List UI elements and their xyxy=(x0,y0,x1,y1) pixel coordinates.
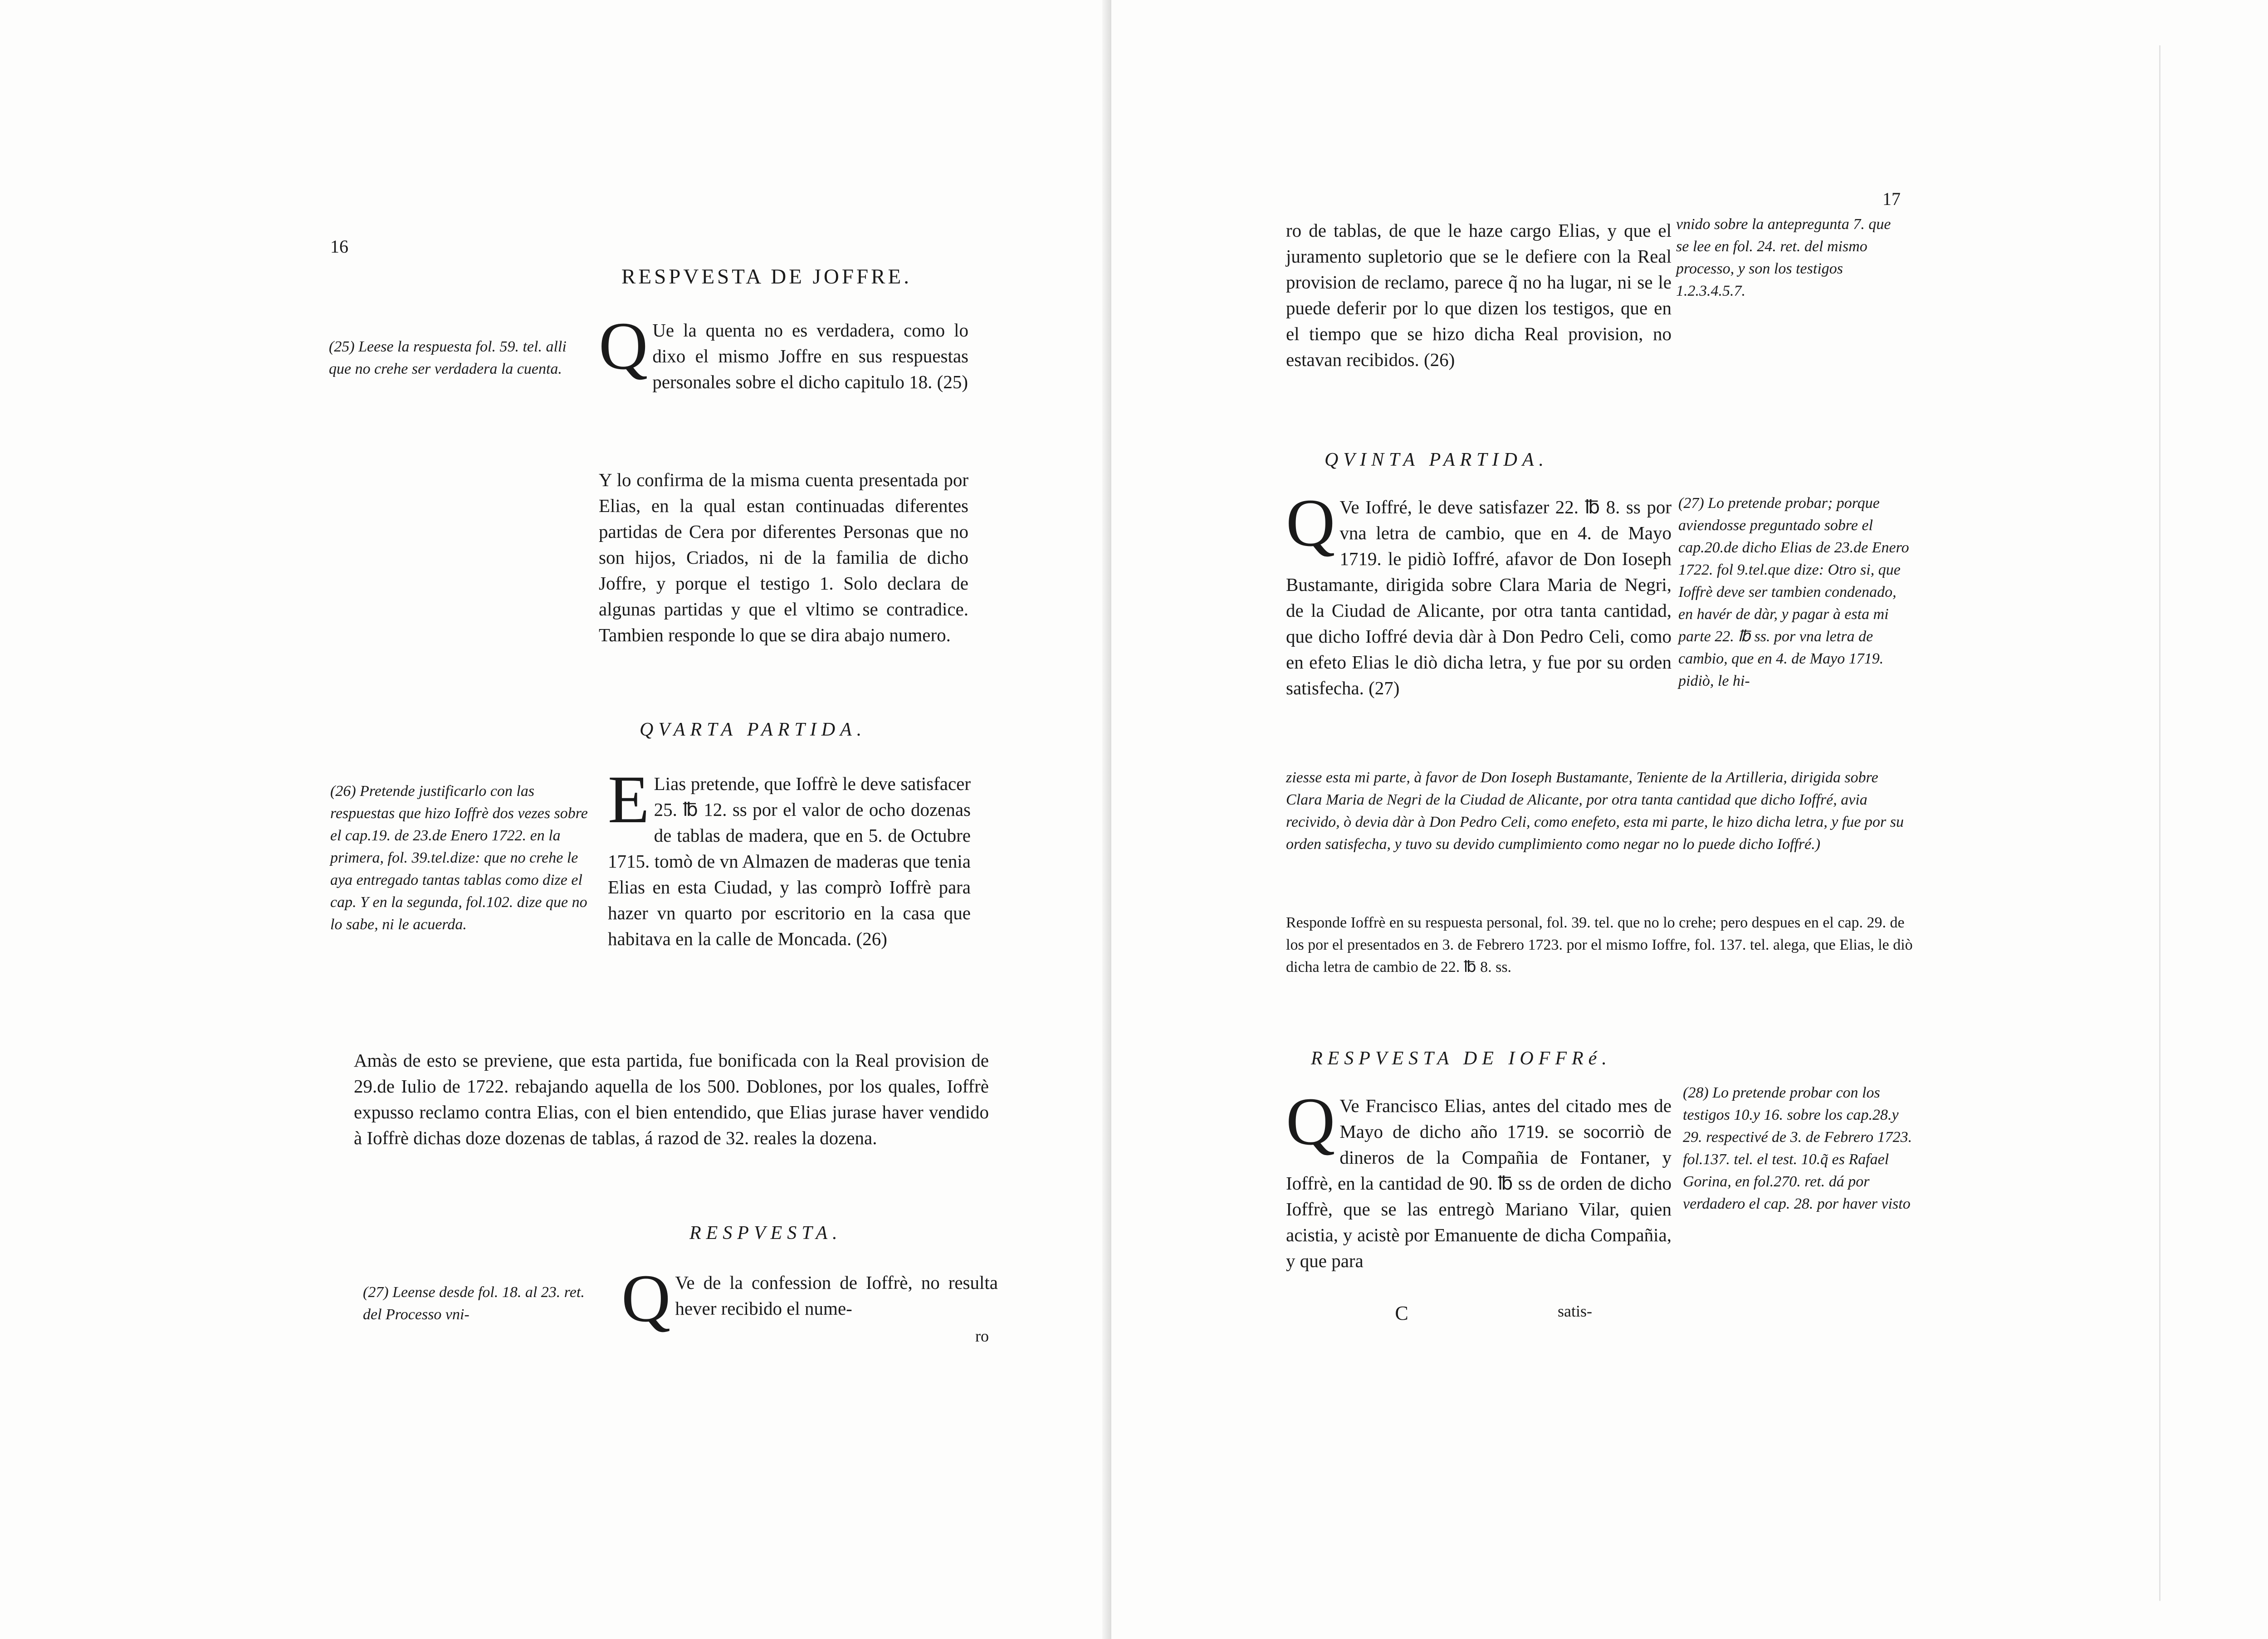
catchword: satis- xyxy=(1558,1302,1592,1320)
left-page xyxy=(0,0,1111,1639)
margin-note-28: (28) Lo pretende probar con los testigos 10.y 16. sobre los cap.28.y 29. respectivé de 3. de Febrero 1723. fol.137. tel. el test. 10.q̃ es Rafael Gorina, en fol.270. ret. dá por verdadero el cap. 28. por haver visto xyxy=(1683,1084,1912,1212)
paragraph-confirma: Y lo confirma de la misma cuenta presentada por Elias, en la qual estan continuadas diferentes partidas de Cera por diferentes Personas que no son hijos, Criados, ni de la familia de dicho Joffre, y porque el testigo 1. Solo declara de algunas partidas y que el vltimo se contradice. Tambien responde lo que se dira abajo numero. xyxy=(599,469,968,645)
paragraph-francisco xyxy=(1286,1084,1672,1274)
section-heading-respuesta-ioffre: RESPVESTA DE IOFFRé. xyxy=(1311,1048,1612,1069)
drop-cap: E xyxy=(608,762,650,837)
section-heading-respuesta: RESPVESTA. xyxy=(689,1223,842,1244)
paragraph-tablas: ro de tablas, de que le haze cargo Elias, y que el juramento supletorio que se le defiere con la Real provision de reclamo, parece q̃ no ha lugar, ni se le puede deferir por lo que dizen los testigos, que en el tiempo que se hizo dicha Real provision, no estavan recibidos. (26) xyxy=(1286,220,1672,370)
paragraph-text: Ve Francisco Elias, antes del citado mes de Mayo de dicho año 1719. se socorriò de dineros de la Compañia de Fontaner, y Ioffrè, en la cantidad de 90. ℔ ss de orden de dicho Ioffrè, que se las entregò Mariano Vilar, quien acistia, y acistè por Emanuente de dicha Compañia, y que para xyxy=(1286,1095,1672,1271)
paragraph-text: Lias pretende, que Ioffrè le deve satisfacer 25. ℔ 12. ss por el valor de ocho dozenas de tablas de madera, que en 5. de Octubre 1715. tomò de vn Almazen de maderas que tenia Elias en esta Ciudad, y las comprò Ioffrè para hazer vn quarto por escritorio en la casa que habitava en la calle de Moncada. (26) xyxy=(608,773,971,949)
paragraph-ziesse: ziesse esta mi parte, à favor de Don Ioseph Bustamante, Teniente de la Artilleria, dirigida sobre Clara Maria de Negri de la Ciudad de Alicante, por otra tanta cantidad que dicho Ioffré, avia recivido, ò devia dàr à Don Pedro Celi, como enefeto, esta mi parte, le hizo dicha letra, y fue por su orden satisfecha, y tuvo su devido cumplimiento como negar no lo puede dicho Ioffré.) xyxy=(1286,769,1904,853)
catchword: ro xyxy=(975,1327,989,1345)
right-page xyxy=(1111,0,2268,1639)
paragraph-respuesta xyxy=(599,308,968,395)
section-heading-quinta: QVINTA PARTIDA. xyxy=(1325,449,1549,470)
paragraph-responde: Responde Ioffrè en su respuesta personal, fol. 39. tel. que no lo crehe; pero despues en el cap. 29. de los por el presentados en 3. de Febrero 1723. por el mismo Ioffre, fol. 137. tel. alega, que Elias, le diò dicha letra de cambio de 22. ℔ 8. ss. xyxy=(1286,914,1913,976)
drop-cap: Q xyxy=(621,1261,671,1336)
margin-note-25: (25) Leese la respuesta fol. 59. tel. alli que no crehe ser verdadera la cuenta. xyxy=(329,338,567,377)
margin-note-27: (27) Lo pretende probar; porque aviendosse preguntado sobre el cap.20.de dicho Elias de 23.de Enero 1722. fol 9.tel.que dize: Otro si, que Ioffrè deve ser tambien condenado, en havér de dàr, y pagar à esta mi parte 22. ℔ ss. por vna letra de cambio, que en 4. de Mayo 1719. pidiò, le hi- xyxy=(1678,495,1909,689)
section-heading-quarta: QVARTA PARTIDA. xyxy=(640,719,867,740)
margin-note-26: (26) Pretende justificarlo con las respuestas que hizo Ioffrè dos vezes sobre el cap.19. de 23.de Enero 1722. en la primera, fol. 39.tel.dize: que no crehe le aya entregado tantas tablas como dize el cap. Y en la segunda, fol.102. dize que no lo sabe, ni le acuerda. xyxy=(330,783,588,933)
drop-cap: Q xyxy=(599,308,648,384)
paragraph-elias xyxy=(608,762,971,952)
paragraph-ioffre-deve xyxy=(1286,485,1672,701)
page-number: 17 xyxy=(1882,189,1901,209)
margin-note-vnido: vnido sobre la antepregunta 7. que se lee en fol. 24. ret. del mismo processo, y son los testigos 1.2.3.4.5.7. xyxy=(1676,216,1891,299)
paragraph-text: Ve Ioffré, le deve satisfazer 22. ℔ 8. ss por vna letra de cambio, que en 4. de Mayo 1719. le pidiò Ioffré, afavor de Don Ioseph Bustamante, dirigida sobre Clara Maria de Negri, de la Ciudad de Alicante, por otra tanta cantidad, que dicho Ioffré devia dàr à Don Pedro Celi, como en efeto Elias le diò dicha letra, y fue por su orden satisfecha. (27) xyxy=(1286,497,1672,698)
paragraph-text: Ue la quenta no es verdadera, como lo dixo el mismo Joffre en sus respuestas personales sobre el dicho capitulo 18. (25) xyxy=(652,320,968,392)
margin-note-27: (27) Leense desde fol. 18. al 23. ret. del Processo vni- xyxy=(363,1284,585,1323)
drop-cap: Q xyxy=(1286,485,1335,561)
page-number: 16 xyxy=(330,236,348,257)
paragraph-text: Ve de la confession de Ioffrè, no resulta hever recibido el nume- xyxy=(675,1272,998,1319)
signature-mark: C xyxy=(1395,1302,1408,1324)
section-heading: RESPVESTA DE JOFFRE. xyxy=(621,265,912,288)
paragraph-amas: Amàs de esto se previene, que esta partida, fue bonificada con la Real provision de 29.de Iulio de 1722. rebajando aquella de los 500. Doblones, por los quales, Ioffrè expusso reclamo contra Elias, con el bien entendido, que Elias jurase haver vendido à Ioffrè dichas doze dozenas de tablas, á razod de 32. reales la dozena. xyxy=(354,1050,989,1148)
page-edge xyxy=(2159,45,2160,1601)
drop-cap: Q xyxy=(1286,1084,1335,1159)
